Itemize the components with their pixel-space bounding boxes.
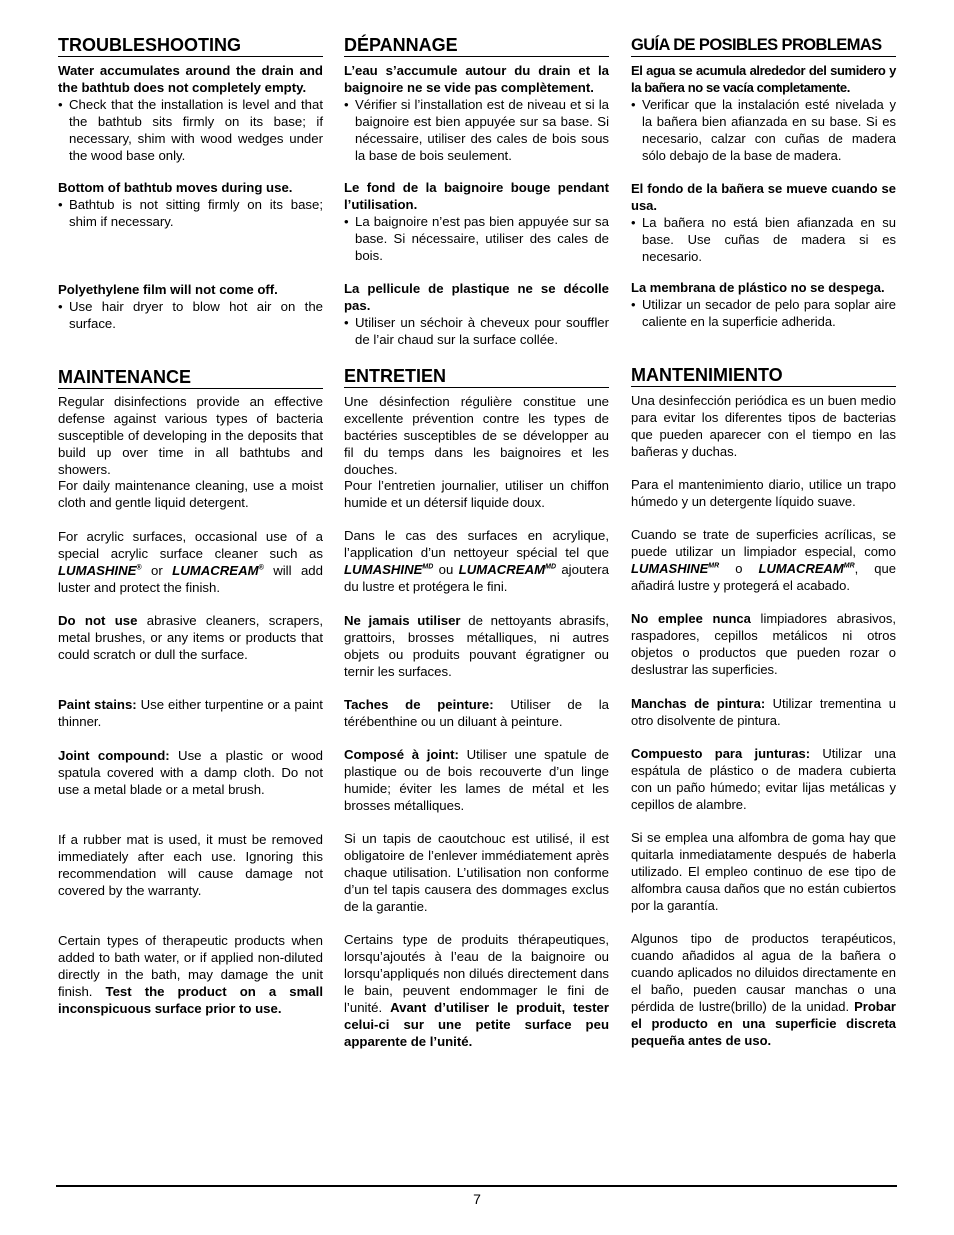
item-bullet: • Use hair dryer to blow hot air on the surface. — [58, 298, 323, 332]
troubleshooting-item-film — [58, 281, 323, 332]
item-title: L’eau s’accumule autour du drain et la baignoire ne se vide pas complètement. — [344, 63, 609, 95]
text: Certain types of therapeutic products when added to bath water, or if applied non-diluted directly in the bath, may damage the unit finish. — [58, 933, 323, 999]
bold-lead: Taches de peinture: — [344, 697, 494, 712]
maintenance-paragraph-do-not-use — [58, 612, 323, 663]
text: Dans le cas des surfaces en acrylique, l’application d’un nettoyeur spécial tel que — [344, 528, 609, 560]
trademark-mark: MR — [843, 562, 855, 570]
page-number: 7 — [473, 1191, 481, 1207]
item-bullet: • La baignoire n’est pas bien appuyée sur sa base. Si nécessaire, utiliser des cales de bois. — [344, 213, 609, 264]
item-bullet: • Utilizar un secador de pelo para soplar aire caliente en la superficie adherida. — [631, 296, 896, 330]
maintenance-paragraph-rubber-mat: Si se emplea una alfombra de goma hay que quitarla inmediatamente después de haberla utilizado. El empleo continuo de ese tipo de alfombra causa daños que no están cubiertos por la garantía. — [631, 830, 896, 913]
text: Use either turpentine or a paint thinner. — [58, 697, 323, 729]
item-title: Polyethylene film will not come off. — [58, 282, 278, 297]
maintenance-paragraph-disinfection: Una desinfección periódica es un buen medio para evitar los diferentes tipos de bacterias que pueden aparecer con el tiempo en las bañeras y duchas. — [631, 393, 896, 459]
product-name: LUMASHINE — [631, 561, 709, 576]
maintenance-paragraph-disinfection: Regular disinfections provide an effective defense against various types of bacteria susceptible of developing in the deposits that build up over time in all bathtubs and showers. — [58, 394, 323, 477]
maintenance-paragraph-therapeutic — [344, 931, 609, 1050]
troubleshooting-item-film — [344, 280, 609, 348]
maintenance-paragraph-joint — [58, 747, 323, 798]
trademark-mark: MR — [708, 562, 720, 570]
product-name: LUMASHINE — [344, 562, 423, 577]
maintenance-paragraph-rubber-mat: Si un tapis de caoutchouc est utilisé, il est obligatoire de l’enlever immédiatement après chaque utilisation. L’utilisation non conforme d’un tel tapis causera des dommages exclus de la garantie. — [344, 831, 609, 914]
bold-lead: Joint compound: — [58, 748, 170, 763]
trademark-mark: ® — [136, 564, 142, 572]
text: Cuando se trate de superficies acrílicas, se puede utilizar un limpiador especial, como — [631, 527, 896, 559]
product-name: LUMACREAM — [458, 562, 546, 577]
troubleshooting-item-film — [631, 279, 896, 330]
text: Utiliser une spatule de plastique ou de bois recouverte d’un linge humide; éviter les lames de métal et les brosses métalliques. — [344, 747, 610, 813]
bold-text: Probar el producto en una superficie discreta pequeña antes de uso. — [631, 999, 896, 1048]
trademark-mark: MD — [422, 563, 434, 571]
troubleshooting-heading: DÉPANNAGE — [344, 35, 609, 57]
bold-lead: Composé à joint: — [344, 747, 459, 762]
text: Utiliser de la térébenthine ou un diluant à peinture. — [344, 697, 609, 729]
maintenance-paragraph-joint — [631, 745, 896, 813]
text: de nettoyants abrasifs, grattoirs, brosses métalliques, ni autres objets ou produits pouvant égratigner ou ternir les surfaces. — [344, 613, 609, 679]
bold-lead: No emplee nunca — [631, 611, 751, 626]
item-title: La pellicule de plastique ne se décolle pas. — [344, 281, 609, 313]
text: o — [719, 561, 759, 576]
bold-text: Avant d’utiliser le produit, tester celui-ci sur une petite surface peu apparente de l’unité. — [344, 1000, 609, 1049]
item-bullet: • La bañera no está bien afianzada en su base. Use cuñas de madera si es necesario. — [631, 214, 896, 265]
maintenance-paragraph-rubber-mat: If a rubber mat is used, it must be removed immediately after each use. Ignoring this recommendation will cause damage not covered by the warranty. — [58, 832, 323, 898]
text: abrasive cleaners, scrapers, metal brushes, or any items or products that could scratch or dull the surface. — [58, 613, 323, 662]
maintenance-paragraph-paint — [631, 695, 896, 729]
footer-rule — [56, 1185, 897, 1187]
product-name: LUMACREAM — [758, 561, 844, 576]
item-title: Bottom of bathtub moves during use. — [58, 180, 293, 195]
troubleshooting-item-bottom-moves — [58, 179, 323, 230]
maintenance-paragraph-paint — [344, 696, 609, 730]
text: ou — [433, 562, 459, 577]
maintenance-paragraph-therapeutic — [58, 932, 323, 1017]
maintenance-paragraph-acrylic — [344, 527, 609, 595]
text: or — [141, 563, 173, 578]
item-title: La membrana de plástico no se despega. — [631, 280, 885, 295]
maintenance-paragraph-acrylic — [631, 526, 896, 594]
troubleshooting-heading: TROUBLESHOOTING — [58, 35, 323, 57]
text: Utilizar una espátula de plástico o de madera cubierta con un paño húmedo; evitar lijas metálicas y cepillos de alambre. — [631, 746, 896, 812]
troubleshooting-item-drain — [344, 62, 609, 164]
item-title: Water accumulates around the drain and the bathtub does not completely empty. — [58, 63, 323, 95]
item-bullet: • Check that the installation is level and that the bathtub sits firmly on its base; if necessary, shim with wood wedges under the wood base only. — [58, 96, 323, 164]
bold-lead: Compuesto para junturas: — [631, 746, 811, 761]
maintenance-paragraph-do-not-use — [631, 610, 896, 678]
trademark-mark: ® — [258, 564, 264, 572]
troubleshooting-heading: GUÍA DE POSIBLES PROBLEMAS — [631, 35, 896, 57]
maintenance-paragraph-acrylic — [58, 528, 323, 596]
bold-lead: Ne jamais utiliser — [344, 613, 461, 628]
maintenance-paragraph-daily: Pour l’entretien journalier, utiliser un chiffon humide et un détersif liquide doux. — [344, 478, 609, 510]
item-title: Le fond de la baignoire bouge pendant l’utilisation. — [344, 180, 609, 212]
item-bullet: • Bathtub is not sitting firmly on its base; shim if necessary. — [58, 196, 323, 230]
bold-text: Test the product on a small inconspicuous surface prior to use. — [58, 984, 323, 1016]
text: Algunos tipo de productos terapéuticos, cuando añadidos al agua de la bañera o cuando aplicados no diluidos directamente en el baño, pueden causar manchas o una pérdida de lustre(brillo) de la unidad. — [631, 931, 896, 1014]
maintenance-heading: MANTENIMIENTO — [631, 365, 896, 387]
maintenance-paragraph-do-not-use — [344, 612, 609, 680]
maintenance-paragraph-daily: For daily maintenance cleaning, use a moist cloth and gentle liquid detergent. — [58, 478, 323, 510]
text: Utilizar trementina u otro disolvente de pintura. — [631, 696, 896, 728]
trademark-mark: MD — [545, 563, 556, 571]
text: will add luster and protect the finish. — [58, 563, 323, 595]
bold-lead: Manchas de pintura: — [631, 696, 766, 711]
maintenance-heading: MAINTENANCE — [58, 367, 323, 389]
maintenance-paragraph-disinfection: Une désinfection régulière constitue une excellente prévention contre les types de bactéries susceptibles de se développer au fil du temps dans les baignoires et les douches. — [344, 394, 609, 477]
troubleshooting-item-bottom-moves — [344, 179, 609, 264]
product-name: LUMACREAM — [172, 563, 259, 578]
maintenance-paragraph-therapeutic — [631, 930, 896, 1049]
item-title: El fondo de la bañera se mueve cuando se usa. — [631, 181, 896, 213]
item-title: El agua se acumula alrededor del sumidero y la bañera no se vacía completamente. — [631, 63, 896, 95]
maintenance-paragraph-daily: Para el mantenimiento diario, utilice un trapo húmedo y un detergente líquido suave. — [631, 477, 896, 509]
troubleshooting-item-drain — [58, 62, 323, 164]
text: Use a plastic or wood spatula covered with a damp cloth. Do not use a metal blade or a metal brush. — [58, 748, 323, 797]
troubleshooting-item-drain — [631, 62, 896, 164]
maintenance-paragraph-joint — [344, 746, 609, 814]
text: , que añadirá lustre y protegerá el acabado. — [631, 561, 896, 593]
item-bullet: • Vérifier si l’installation est de niveau et si la baignoire est bien appuyée sur sa base. Si nécessaire, utiliser des cales de bois sous la base de bois seulement. — [344, 96, 609, 164]
maintenance-heading: ENTRETIEN — [344, 366, 609, 388]
text: Certains type de produits thérapeutiques, lorsqu’ajoutés à l’eau de la baignoire ou lorsqu’appliqués non dilués directement dans le bain, peuvent endommager le fini de l’unité. — [344, 932, 609, 1015]
product-name: LUMASHINE — [58, 563, 137, 578]
text: For acrylic surfaces, occasional use of a special acrylic surface cleaner such as — [58, 529, 323, 561]
troubleshooting-item-bottom-moves — [631, 180, 896, 265]
item-bullet: • Utiliser un séchoir à cheveux pour souffler de l’air chaud sur la surface collée. — [344, 314, 609, 348]
bold-lead: Do not use — [58, 613, 138, 628]
maintenance-paragraph-paint — [58, 696, 323, 730]
text: ajoutera du lustre et protégera le fini. — [344, 562, 609, 594]
item-bullet: • Verificar que la instalación esté nivelada y la bañera bien afianzada en su base. Si es necesario, calzar con cuñas de madera sólo debajo de la base de madera. — [631, 96, 896, 164]
text: limpiadores abrasivos, raspadores, cepillos metálicos ni otros objetos o productos que pueden rozar o deslustrar las superficies. — [631, 611, 896, 677]
bold-lead: Paint stains: — [58, 697, 137, 712]
